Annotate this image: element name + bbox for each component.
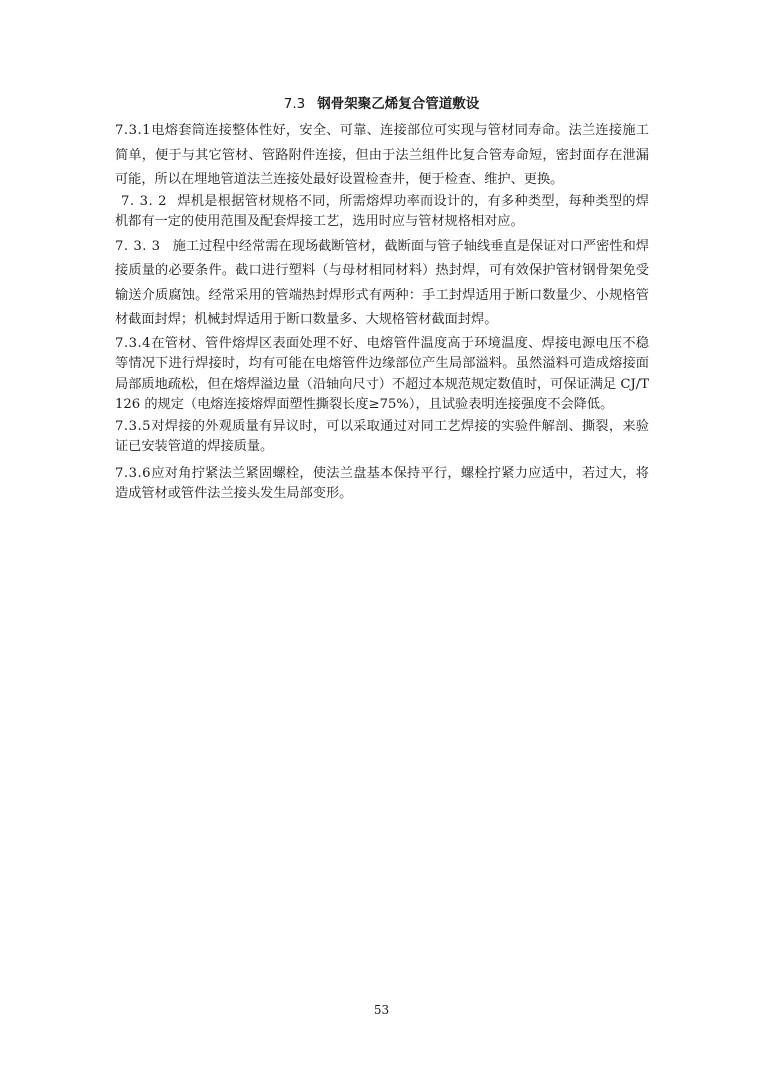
clause-number: 7. 3. 2 bbox=[121, 193, 168, 209]
paragraph-7-3-4 bbox=[115, 334, 649, 416]
clause-number: 7.3.6 bbox=[115, 465, 152, 481]
clause-number: 7.3.1 bbox=[115, 123, 152, 138]
clause-text: 在管材、管件熔焊区表面处理不好、电熔管件温度高于环境温度、焊接电源电压不稳等情况下进行焊接时，均有可能在电熔管件边缘部位产生局部溢料。虽然溢料可造成熔接面局部质地疏松，但在熔焊溢边量（沿轴向尺寸）不超过本规范规定数值时，可保证满足 CJ/T 126 的规定（电熔连接熔焊面塑性撕裂长度≥75%），且试验表明连接强度不会降低。 bbox=[115, 335, 649, 412]
section-number: 7.3 bbox=[283, 96, 306, 112]
section-title: 钢骨架聚乙烯复合管道敷设 bbox=[317, 96, 480, 112]
clause-text: 施工过程中经常需在现场截断管材，截断面与管子轴线垂直是保证对口严密性和焊接质量的必要条件。截口进行塑料（与母材相同材料）热封焊，可有效保护管材钢骨架免受输送介质腐蚀。经常采用的管端热封焊形式有两种：手工封焊适用于断口数量少、小规格管材截面封焊；机械封焊适用于断口数量多、大规格管材截面封焊。 bbox=[115, 238, 649, 327]
body-text bbox=[115, 119, 649, 505]
paragraph-7-3-5 bbox=[115, 417, 649, 458]
clause-number: 7.3.4 bbox=[115, 335, 152, 351]
paragraph-7-3-6 bbox=[115, 464, 649, 505]
paragraph-7-3-2 bbox=[115, 192, 649, 233]
clause-number: 7.3.5 bbox=[115, 418, 152, 434]
clause-text: 应对角拧紧法兰紧固螺栓，使法兰盘基本保持平行，螺栓拧紧力应适中，若过大，将造成管材或管件法兰接头发生局部变形。 bbox=[115, 465, 649, 501]
clause-text: 焊机是根据管材规格不同，所需熔焊功率而设计的，有多种类型，每种类型的焊机都有一定的使用范围及配套焊接工艺，选用时应与管材规格相对应。 bbox=[115, 193, 649, 229]
clause-text: 电熔套筒连接整体性好，安全、可靠、连接部位可实现与管材同寿命。法兰连接施工简单，便于与其它管材、管路附件连接，但由于法兰组件比复合管寿命短，密封面存在泄漏可能，所以在埋地管道法兰连接处最好设置检查井，便于检查、维护、更换。 bbox=[115, 123, 649, 187]
clause-text: 对焊接的外观质量有异议时，可以采取通过对同工艺焊接的实验件解剖、撕裂，来验证已安装管道的焊接质量。 bbox=[115, 418, 649, 454]
page-number: 53 bbox=[373, 1003, 390, 1017]
paragraph-7-3-3 bbox=[115, 235, 649, 333]
paragraph-7-3-1 bbox=[115, 119, 649, 193]
clause-number: 7. 3. 3 bbox=[115, 238, 161, 254]
section-heading bbox=[0, 94, 763, 114]
